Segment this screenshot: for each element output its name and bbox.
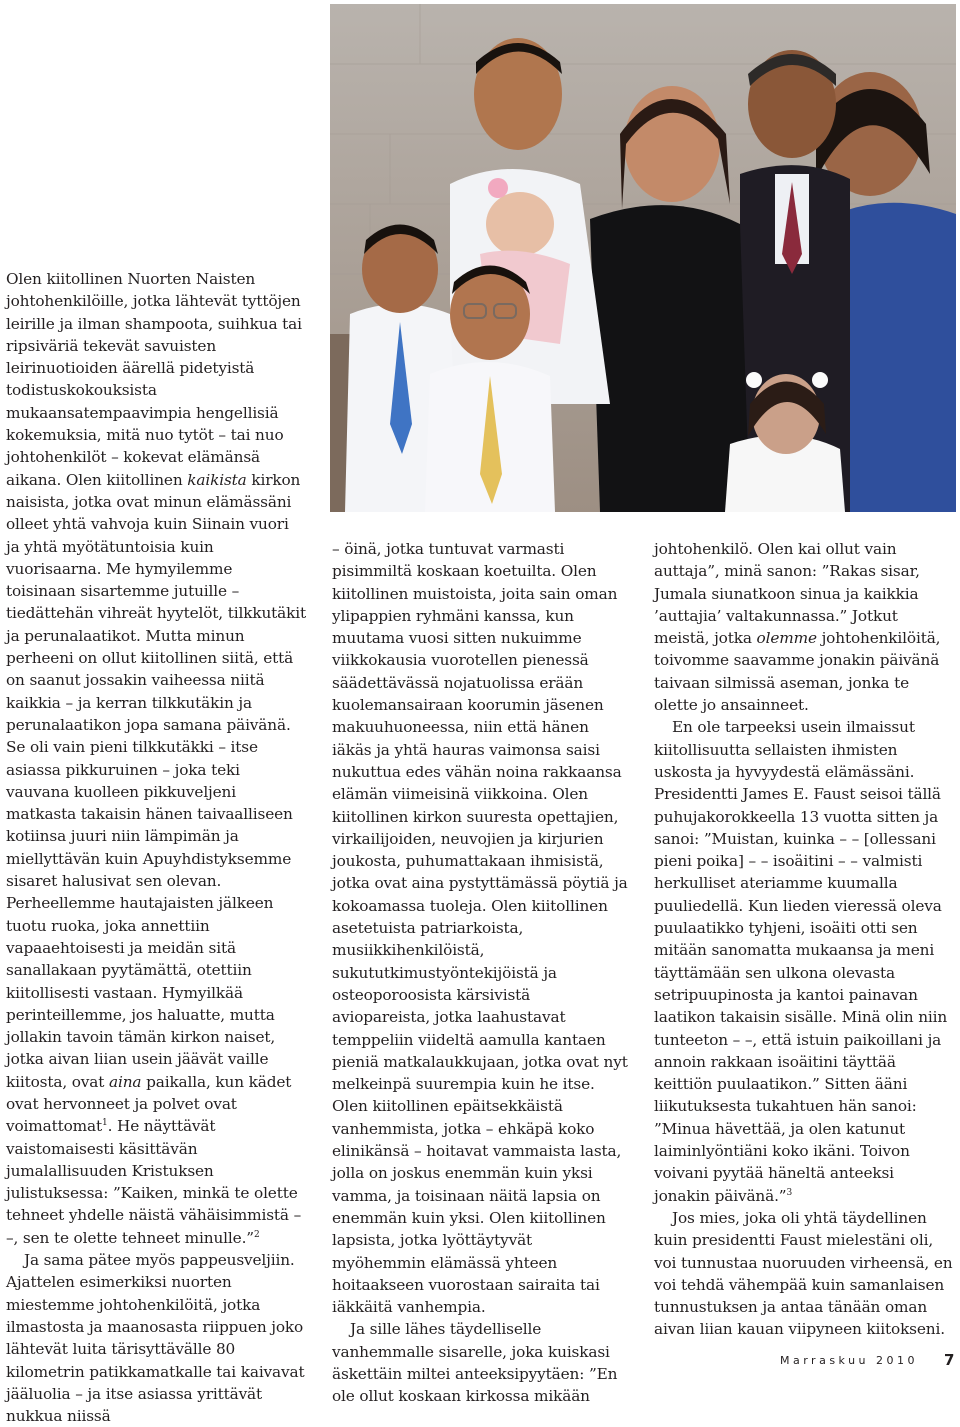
footnote-ref: 2 [253, 1229, 260, 1240]
paragraph: Olen kiitollinen Nuorten Naisten johtohenkilöille, jotka lähtevät tyttöjen leirille ja ilman shampoota, suihkua tai ripsiväriä tekevät savuisten leirinuotioiden äärellä pidetyistä todistuskokouksista mukaansatempaavimpia hengellisiä kokemuksia, mitä nuo tytöt – tai nuo johtohenkilöt – kokevat elämänsä aikana. Olen kiitollinen kaikista kirkon naisista, jotka ovat minun elämässäni olleet yhtä vahvoja kuin Siinain vuori ja yhtä myötätuntoisia kuin vuorisaarna. Me hymyilemme toisinaan sisartemme jutuille – tiedättehän vihreät hyytelöt, tilkkutäkit ja perunalaatikot. Mutta minun perheeni on ollut kiitollinen siitä, että on saanut jossakin vaiheessa niitä kaikkia – ja kerran tilkkutäkin ja perunalaatikon jopa samana päivänä. Se oli vain pieni tilkkutäkki – itse asiassa pikkuruinen – joka teki vauvana kuolleen pikkuveljeni matkasta takaisin hänen taivaalliseen kotiinsa juuri niin lämpimän ja miellyttävän kuin Apuyhdistyksemme sisaret halusivat sen olevan. Perheellemme hautajaisten jälkeen tuotu ruoka, joka annettiin vapaaehtoisesti ja meidän sitä sanallakaan pyytämättä, otettiin kiitollisesti vastaan. Hymyilkää perinteillemme, jos haluatte, mutta jollakin tavoin tämän kirkon naiset, jotka aivan liian usein jäävät vaille kiitosta, ovat aina paikalla, kun kädet ovat hervonneet ja polvet ovat voimattomat$^1$. He näyttävät vaistomaisesti käsittävän jumalallisuuden Kristuksen julistuksessa: ”Kaiken, minkä te olette tehneet yhdelle näistä vähäisimmistä – –, sen te olette tehneet minulle.”$^2$ [6, 270, 306, 1247]
paragraph: Jos mies, joka oli yhtä täydellinen kuin presidentti Faust mielestäni oli, voi tunnustaa nuoruuden virheensä, en voi tehdä vähempää kuin samanlaisen tunnustuksen ja antaa tänään oman aivan liian kauan viipyneen kiitokseni. [654, 1208, 953, 1339]
family-photo [330, 4, 956, 512]
paragraph: Ja sama pätee myös pappeusveljiin. Ajattelen esimerkiksi nuorten miestemme johtohenkilöitä, jotka ilmastosta ja maanosasta riippuen joko lähtevät luita tärisyttävälle 80 kilometrin patikkamatkalle tai kaivavat jääluolia – ja itse asiassa yrittävät nukkua niissä [6, 1251, 305, 1426]
text-column-1 [6, 268, 306, 1427]
paragraph: En ole tarpeeksi usein ilmaissut kiitollisuutta sellaisten ihmisten uskosta ja hyvyydestä elämässäni. Presidentti James E. Faust seisoi tällä puhujakorokkeella 13 vuotta sitten ja sanoi: ”Muistan, kuinka – – [ollessani pieni poika] – – isoäitini – – valmisti herkulliset ateriamme kuumalla puuliedellä. Kun lieden vieressä oleva puulaatikko tyhjeni, isoäiti otti sen mitään sanomatta mukaansa ja meni täyttämään sen ulkona olevasta setripuupinosta ja kantoi painavan laatikon takaisin sisälle. Minä olin niin tunteeton – –, että istuin paikoillani ja annoin rakkaan isoäitini täyttää keittiön puulaatikon.” Sitten ääni liikutuksesta tukahtuen hän sanoi: ”Minua hävettää, ja olen katunut laiminlyöntiäni koko ikäni. Toivon voivani pyytää häneltä anteeksi jonakin päivänä.”$^3$ [654, 718, 948, 1205]
footnote-ref: 3 [786, 1187, 793, 1198]
paragraph: – öinä, jotka tuntuvat varmasti pisimmiltä koskaan koetuilta. Olen kiitollinen muistoista, joita sain oman ylipappien ryhmäni kanssa, kun muutama vuosi sitten nukuimme viikkokausia vuorotellen pienessä säädettävässä nojatuolissa erään kuolemansairaan koorumin jäsenen makuuhuoneessa, niin että hänen iäkäs ja yhtä hauras vaimonsa saisi nukuttua edes vähän noina rakkaansa elämän viimeisinä viikkoina. Olen kiitollinen kirkon suuresta opettajien, virkailijoiden, neuvojien ja kirjurien joukosta, puhumattakaan ihmisistä, jotka ovat aina pystyttämässä pöytiä ja kokoamassa tuoleja. Olen kiitollinen asetetuista patriarkoista, musiikkihenkilöistä, sukututkimustyöntekijöistä ja osteoporoosista kärsivistä aviopareista, jotka laahustavat temppeliin viideltä aamulla kantaen pieniä matkalaukkujaan, jotka ovat nyt melkeinpä suurempia kuin he itse. Olen kiitollinen epäitsekkäistä vanhemmista, jotka – ehkäpä koko elinikänsä – hoitavat vammaista lasta, jolla on joskus enemmän kuin yksi vamma, ja toisinaan näitä lapsia on enemmän kuin yksi. Olen kiitollinen lapsista, jotka lyöttäytyvät myöhemmin elämässä yhteen hoitaakseen vuorostaan sairaita tai iäkkäitä vanhempia. [332, 540, 628, 1317]
paragraph: Ja sille lähes täydelliselle vanhemmalle sisarelle, joka kuiskasi äskettäin miltei anteeksipyytäen: ”En ole ollut koskaan kirkossa mikään [332, 1320, 618, 1406]
paragraph: johtohenkilö. Olen kai ollut vain auttaja”, minä sanon: ”Rakas sisar, Jumala siunatkoon sinua ja kaikkia ’auttajia’ valtakunnassa.” Jotkut meistä, jotka olemme johtohenkilöitä, toivomme saavamme jonakin päivänä taivaan silmissä aseman, jonka te olette jo ansainneet. [654, 540, 941, 715]
text-column-3 [654, 538, 954, 1341]
text-column-2 [332, 538, 628, 1408]
footer-issue-date: Marraskuu 2010 [780, 1354, 919, 1367]
page-number: 7 [944, 1351, 955, 1369]
footnote-ref: 1 [102, 1118, 108, 1129]
